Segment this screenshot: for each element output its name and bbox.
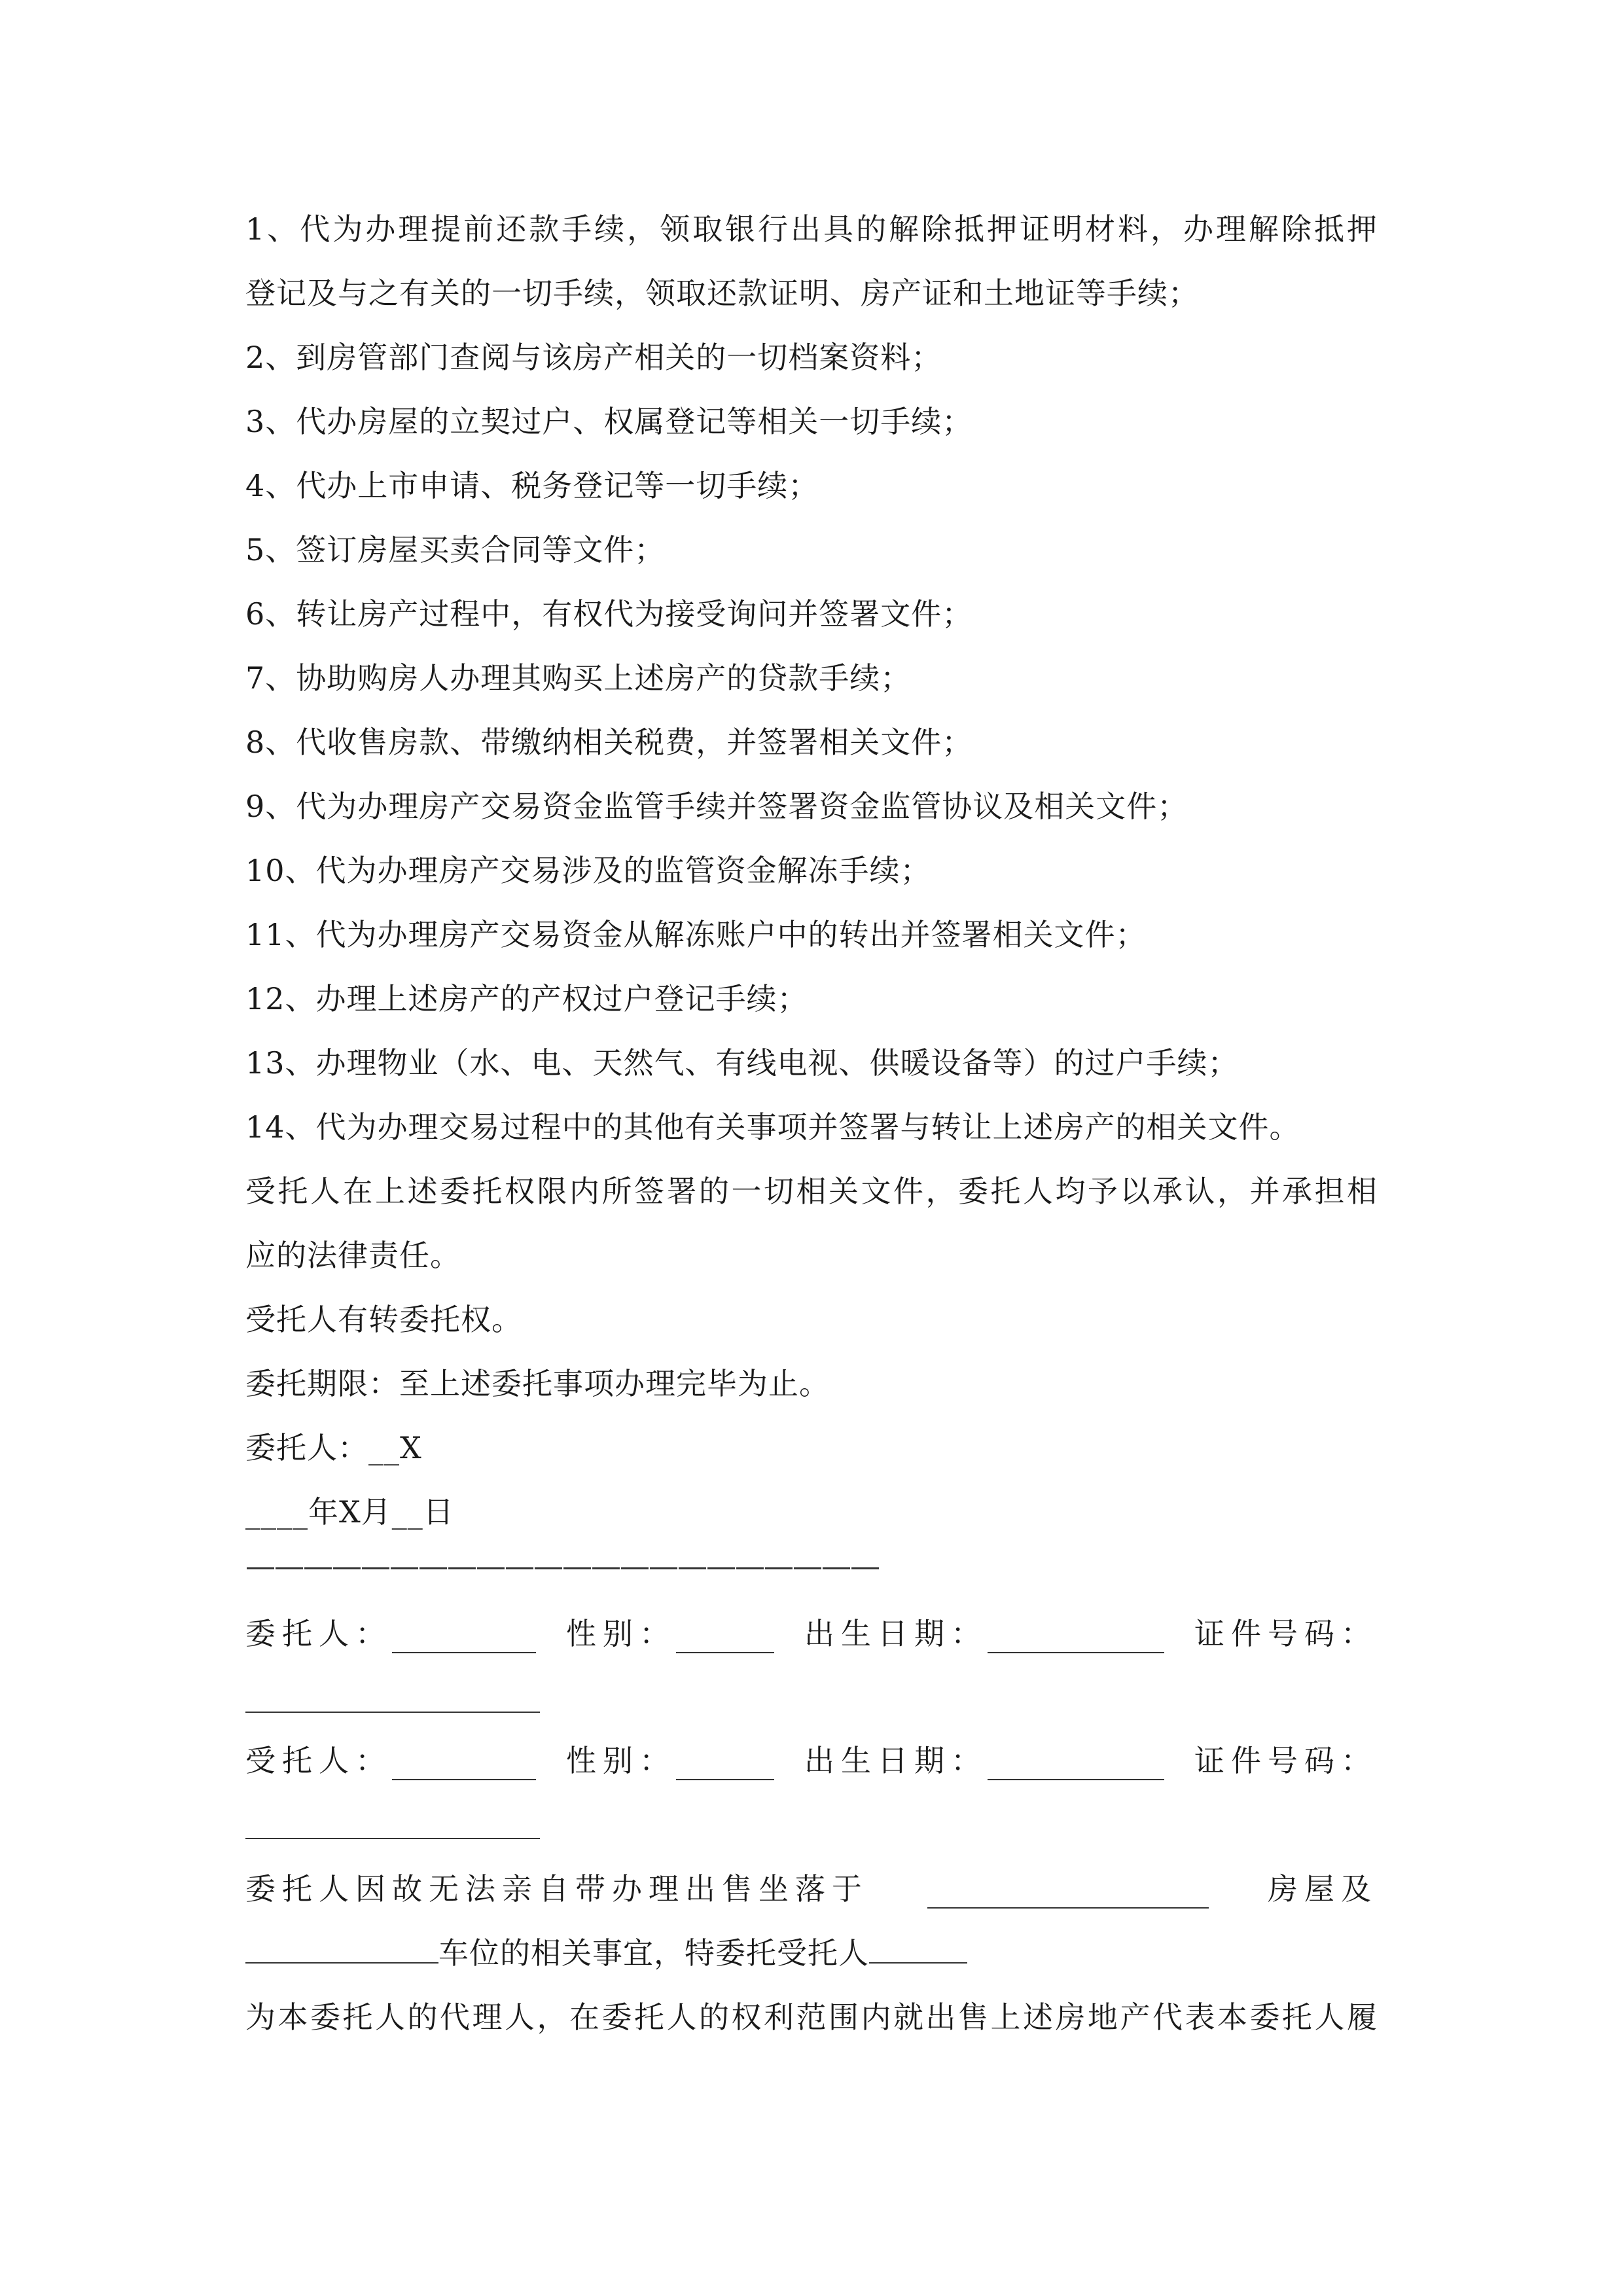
agent-name-field (245, 1741, 536, 1780)
agent-info-row (245, 1741, 1378, 1780)
principal-birth-blank[interactable] (988, 1623, 1164, 1653)
agent-role-label: 受托人： (245, 1743, 392, 1778)
agent-id-blank[interactable] (245, 1838, 540, 1839)
principal-label: 委托人： (245, 1430, 368, 1465)
agent-name-blank[interactable] (869, 1933, 967, 1964)
agent-id-field (1194, 1741, 1378, 1780)
term-clause: 委托期限：至上述委托事项办理完毕为止。 (245, 1366, 830, 1401)
principal-gender-field (566, 1614, 774, 1653)
birth-label: 出生日期： (804, 1616, 988, 1651)
property-address-field (927, 1869, 1209, 1909)
principal-signature (245, 1428, 422, 1467)
principal-id-field (1194, 1614, 1378, 1653)
list-item: 11、代为办理房产交易资金从解冻账户中的转出并签署相关文件； (245, 917, 1147, 952)
statement-part: 委托人因故无法亲自带办理出售坐落于 (245, 1871, 868, 1907)
gender-label: 性别： (566, 1616, 676, 1651)
agent-birth-field (804, 1741, 1164, 1780)
principal-value: __X (368, 1430, 422, 1465)
list-item: 6、转让房产过程中，有权代为接受询问并签署文件； (245, 596, 973, 632)
list-item: 3、代办房屋的立契过户、权属登记等相关一切手续； (245, 404, 973, 439)
principal-name-blank[interactable] (392, 1623, 536, 1653)
property-address-blank[interactable] (927, 1878, 1209, 1909)
parking-space-blank[interactable] (245, 1933, 438, 1964)
agent-name-blank[interactable] (392, 1750, 536, 1780)
principal-gender-blank[interactable] (676, 1623, 774, 1653)
list-item: 12、办理上述房产的产权过户登记手续； (245, 981, 808, 1016)
statement-line (245, 1933, 967, 1973)
statement-line (245, 1869, 1378, 1909)
list-item: 9、代为办理房产交易资金监管手续并签署资金监管协议及相关文件； (245, 789, 1188, 824)
acknowledgement-line: 应的法律责任。 (245, 1238, 461, 1273)
sub-delegation-clause: 受托人有转委托权。 (245, 1302, 522, 1337)
statement-line: 为本委托人的代理人，在委托人的权利范围内就出售上述房地产代表本委托人履 (245, 2000, 1378, 2035)
list-item: 7、协助购房人办理其购买上述房产的贷款手续； (245, 660, 912, 696)
list-item: 2、到房管部门查阅与该房产相关的一切档案资料； (245, 340, 942, 375)
list-item: 14、代为办理交易过程中的其他有关事项并签署与转让上述房产的相关文件。 (245, 1109, 1300, 1145)
list-item: 10、代为办理房产交易涉及的监管资金解冻手续； (245, 853, 931, 888)
list-item: 1、代为办理提前还款手续，领取银行出具的解除抵押证明材料，办理解除抵押 (245, 211, 1378, 247)
id-label: 证件号码： (1194, 1743, 1378, 1778)
list-item: 13、办理物业（水、电、天然气、有线电视、供暖设备等）的过户手续； (245, 1045, 1239, 1081)
agent-gender-field (566, 1741, 774, 1780)
statement-part: 车位的相关事宜，特委托受托人 (438, 1935, 869, 1971)
principal-birth-field (804, 1614, 1164, 1653)
gender-label: 性别： (566, 1743, 676, 1778)
principal-name-field (245, 1614, 536, 1653)
list-item: 4、代办上市申请、税务登记等一切手续； (245, 468, 819, 503)
agent-birth-blank[interactable] (988, 1750, 1164, 1780)
id-label: 证件号码： (1194, 1616, 1378, 1651)
section-separator: —————————————————————— (245, 1548, 879, 1583)
list-item-continuation: 登记及与之有关的一切手续，领取还款证明、房产证和土地证等手续； (245, 276, 1199, 311)
principal-id-blank[interactable] (245, 1712, 540, 1713)
list-item: 8、代收售房款、带缴纳相关税费，并签署相关文件； (245, 725, 973, 760)
principal-info-row (245, 1614, 1378, 1653)
list-item: 5、签订房屋买卖合同等文件； (245, 532, 666, 567)
statement-part: 房屋及 (1268, 1871, 1378, 1907)
acknowledgement-line: 受托人在上述委托权限内所签署的一切相关文件，委托人均予以承认，并承担相 (245, 1174, 1378, 1209)
principal-role-label: 委托人： (245, 1616, 392, 1651)
birth-label: 出生日期： (804, 1743, 988, 1778)
signature-date: ____年X月__日 (245, 1494, 454, 1530)
agent-gender-blank[interactable] (676, 1750, 774, 1780)
